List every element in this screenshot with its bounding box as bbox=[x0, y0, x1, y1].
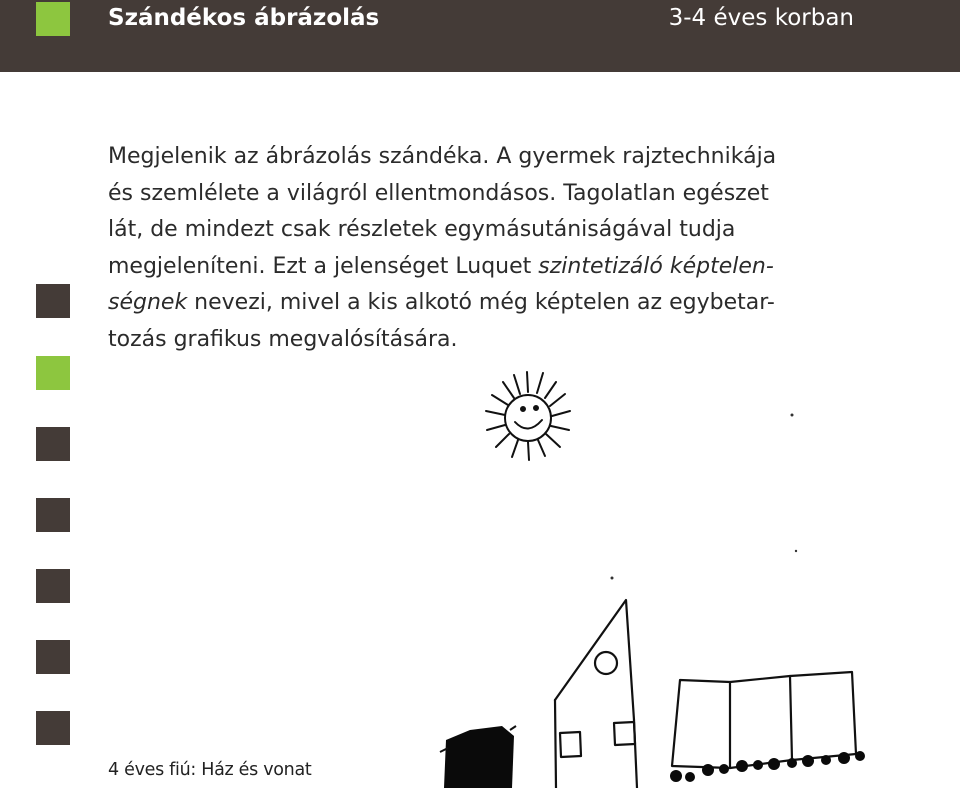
body-line: és szemlélete a világról ellentmondásos. Tagolatlan egészet bbox=[108, 180, 769, 206]
body-line: Megjelenik az ábrázolás szándéka. A gyermek rajztechnikája bbox=[108, 144, 777, 169]
stray-marks-drawing bbox=[611, 414, 798, 580]
page-subtitle: 3-4 éves korban bbox=[668, 5, 854, 31]
sun-drawing bbox=[486, 372, 570, 460]
body-line: lát, de mindezt csak részletek egymásutániságával tudja bbox=[108, 217, 736, 242]
train-drawing bbox=[672, 672, 856, 768]
body-line: megjeleníteni. Ezt a jelenséget Luquet szintetizáló képtelen- bbox=[108, 253, 774, 279]
body-line: ségnek nevezi, mivel a kis alkotó még képtelen az egybetar- bbox=[108, 290, 775, 315]
emphasis: ségnek bbox=[108, 290, 188, 315]
page-title: Szándékos ábrázolás bbox=[108, 5, 380, 31]
scribble-block-drawing bbox=[440, 726, 516, 788]
house-drawing bbox=[555, 600, 637, 788]
figure-caption: 4 éves fiú: Ház és vonat bbox=[108, 760, 312, 780]
emphasis: szintetizáló képtelen- bbox=[538, 253, 774, 279]
body-line: tozás grafikus megvalósítására. bbox=[108, 326, 458, 352]
